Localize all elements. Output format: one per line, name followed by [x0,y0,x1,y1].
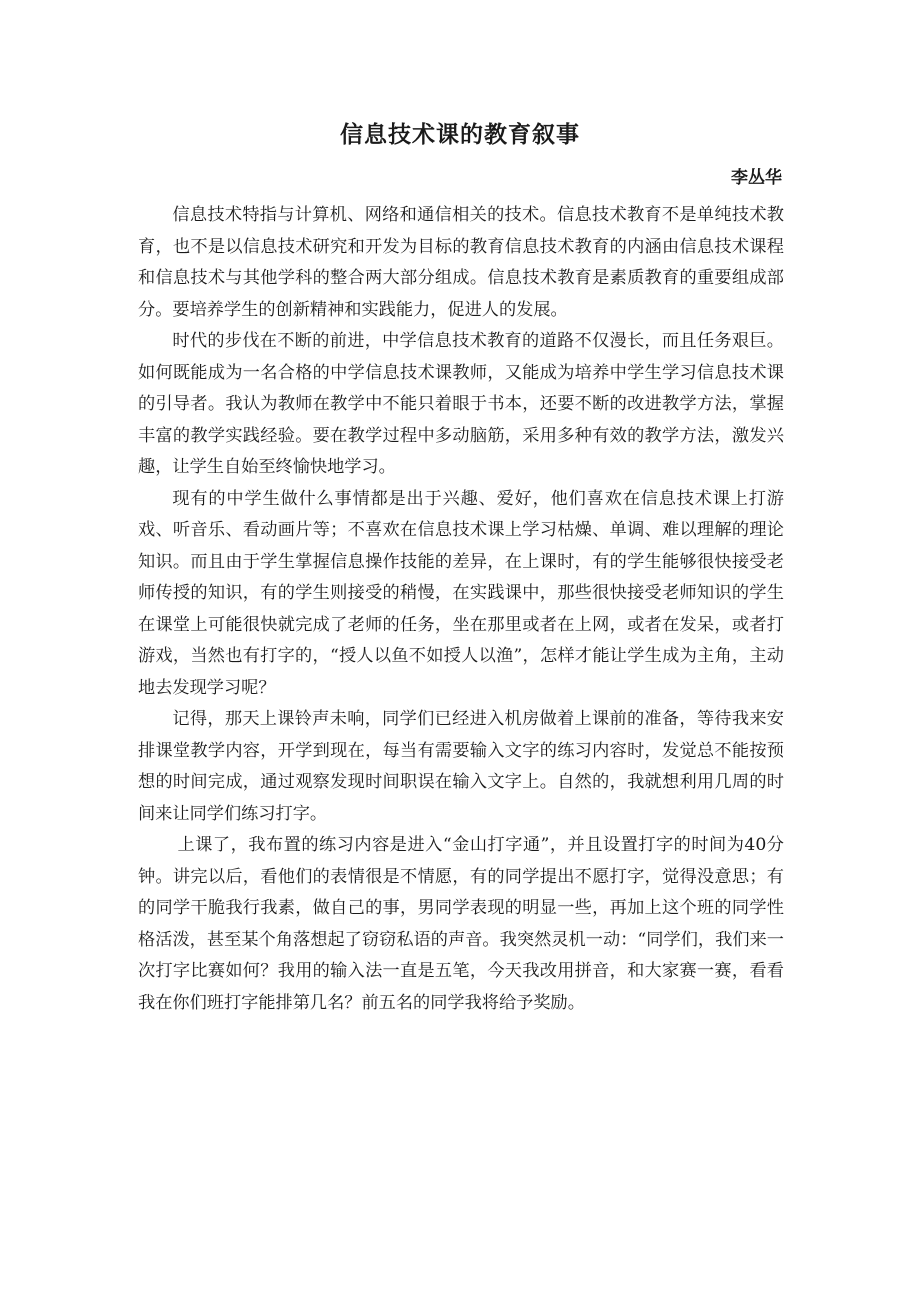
document-body [138,200,784,1019]
paragraph-2: 时代的步伐在不断的前进，中学信息技术教育的道路不仅漫长，而且任务艰巨。如何既能成为一名合格的中学信息技术课教师，又能成为培养中学生学习信息技术课的引导者。我认为教师在教学中不能只着眼于书本，还要不断的改进教学方法，掌握丰富的教学实践经验。要在教学过程中多动脑筋，采用多种有效的教学方法，激发兴趣，让学生自始至终愉快地学习。 [138,331,784,477]
paragraph-1: 信息技术特指与计算机、网络和通信相关的技术。信息技术教育不是单纯技术教育，也不是以信息技术研究和开发为目标的教育信息技术教育的内涵由信息技术课程和信息技术与其他学科的整合两大部分组成。信息技术教育是素质教育的重要组成部分。要培养学生的创新精神和实践能力，促进人的发展。 [138,205,784,320]
paragraph-5: 上课了，我布置的练习内容是进入“金山打字通”，并且设置打字的时间为40分钟。讲完以后，看他们的表情很是不情愿，有的同学提出不愿打字，觉得没意思；有的同学干脆我行我素，做自己的事，男同学表现的明显一些，再加上这个班的同学性格活泼，甚至某个角落想起了窃窃私语的声音。我突然灵机一动：“同学们，我们来一次打字比赛如何？我用的输入法一直是五笔，今天我改用拼音，和大家赛一赛，看看我在你们班打字能排第几名？前五名的同学我将给予奖励。 [138,835,784,1013]
paragraph-4: 记得，那天上课铃声未响，同学们已经进入机房做着上课前的准备，等待我来安排课堂教学内容，开学到现在，每当有需要输入文字的练习内容时，发觉总不能按预想的时间完成，通过观察发现时间职误在输入文字上。自然的，我就想利用几周的时间来让同学们练习打字。 [138,709,784,824]
paragraph-3: 现有的中学生做什么事情都是出于兴趣、爱好，他们喜欢在信息技术课上打游戏、听音乐、看动画片等；不喜欢在信息技术课上学习枯燥、单调、难以理解的理论知识。而且由于学生掌握信息操作技能的差异，在上课时，有的学生能够很快接受老师传授的知识，有的学生则接受的稍慢，在实践课中，那些很快接受老师知识的学生在课堂上可能很快就完成了老师的任务，坐在那里或者在上网，或者在发呆，或者打游戏，当然也有打字的，“授人以鱼不如授人以渔”，怎样才能让学生成为主角，主动地去发现学习呢？ [138,488,784,698]
document-author: 李丛华 [731,168,782,188]
document-title: 信息技术课的教育叙事 [340,122,580,148]
